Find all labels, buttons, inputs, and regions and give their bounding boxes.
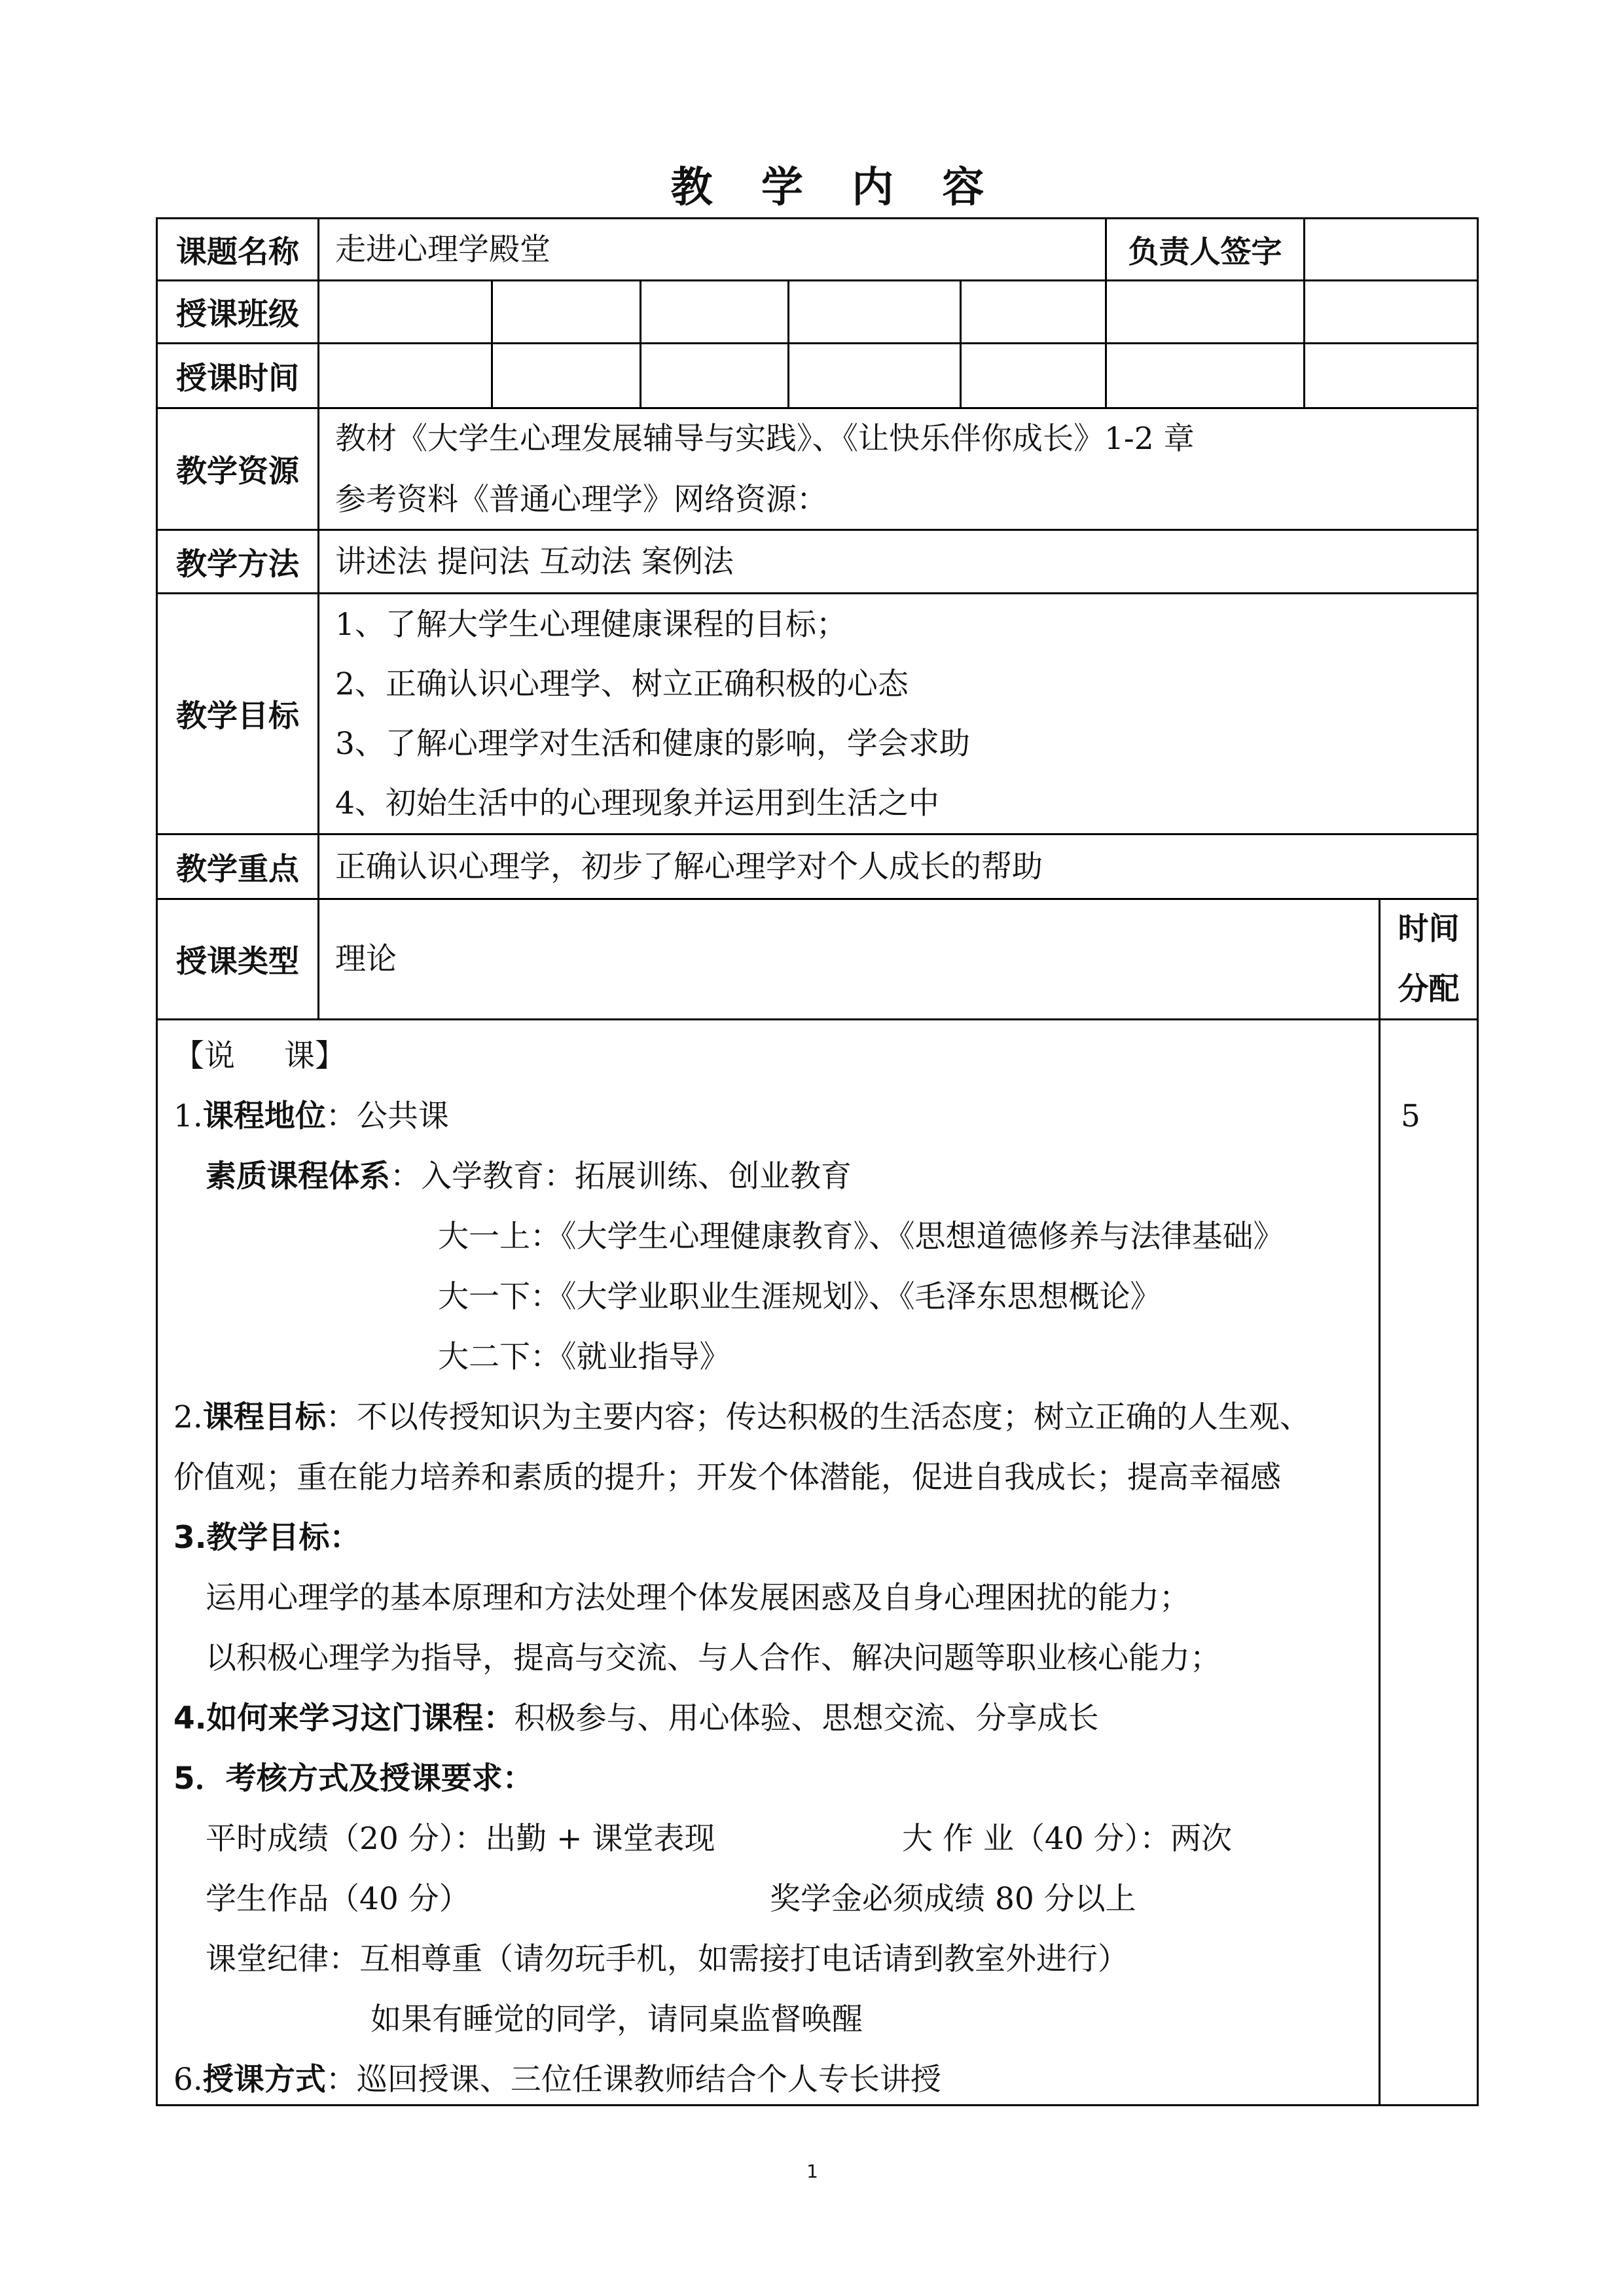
resources-line: 参考资料《普通心理学》网络资源： xyxy=(335,481,827,518)
classes-cell-2 xyxy=(491,279,641,344)
methods-label: 教学方法 xyxy=(156,529,319,594)
signature-label: 负责人签字 xyxy=(1105,217,1305,281)
times-cell-7 xyxy=(1303,342,1479,409)
how-to-learn-line xyxy=(173,1689,1379,1749)
teaching-goal-heading: 3.教学目标： xyxy=(173,1520,361,1556)
course-position-label: 课程地位 xyxy=(202,1098,326,1134)
topic-value: 走进心理学殿堂 xyxy=(335,231,550,268)
quality-system-line xyxy=(206,1147,1379,1207)
assessment-heading: 5．考核方式及授课要求： xyxy=(173,1761,533,1797)
key-points-cell xyxy=(317,833,1479,900)
times-cell-3 xyxy=(640,342,789,409)
classes-cell-6 xyxy=(1105,279,1305,344)
course-goal-continuation: 价值观；重在能力培养和素质的提升；开发个体潜能，促进自我成长；提高幸福感 xyxy=(173,1460,1281,1496)
system-item: 大一上：《大学生心理健康教育》、《思想道德修养与法律基础》 xyxy=(438,1219,1284,1255)
assessment-works: 学生作品（40 分） xyxy=(206,1881,470,1917)
assessment-regular: 平时成绩（20 分）：出勤 + 课堂表现 xyxy=(206,1821,715,1857)
classes-cell-3 xyxy=(640,279,789,344)
classes-cell-4 xyxy=(787,279,962,344)
delivery-label: 授课方式 xyxy=(202,2062,326,2098)
delivery-line xyxy=(173,2050,1379,2106)
lesson-type-value: 理论 xyxy=(335,941,397,977)
quality-system-text: ：入学教育：拓展训练、创业教育 xyxy=(390,1158,852,1194)
objective-item: 1、了解大学生心理健康课程的目标； xyxy=(335,606,847,643)
assessment-row-2 xyxy=(206,1869,1379,1929)
delivery-num: 6. xyxy=(173,2062,203,2098)
resources-line: 教材《大学生心理发展辅导与实践》、《让快乐伴你成长》1-2 章 xyxy=(335,420,1195,457)
resources-cell xyxy=(317,407,1479,531)
objective-item: 3、了解心理学对生活和健康的影响，学会求助 xyxy=(335,725,970,762)
topic-value-cell xyxy=(317,217,1107,281)
classes-cell-1 xyxy=(317,279,493,344)
how-to-learn-text: 积极参与、用心体验、思想交流、分享成长 xyxy=(514,1700,1099,1736)
time-allocation-header xyxy=(1379,898,1479,1020)
key-points-label: 教学重点 xyxy=(156,833,319,900)
course-position-text: ：公共课 xyxy=(325,1098,449,1134)
classes-cell-7 xyxy=(1303,279,1479,344)
page-title: 教 学 内 容 xyxy=(670,164,984,212)
assessment-discipline-cont: 如果有睡觉的同学，请同桌监督唤醒 xyxy=(370,2001,863,2037)
times-cell-1 xyxy=(317,342,493,409)
lesson-type-cell xyxy=(317,898,1380,1020)
quality-system-label: 素质课程体系 xyxy=(206,1158,390,1194)
assessment-scholarship: 奖学金必须成绩 80 分以上 xyxy=(770,1881,1136,1917)
time-allocation-label-line2: 分配 xyxy=(1398,971,1460,1007)
times-cell-2 xyxy=(491,342,641,409)
times-cell-5 xyxy=(960,342,1107,409)
lecture-heading: 【说 课】 xyxy=(173,1038,346,1074)
course-goal-label: 课程目标 xyxy=(202,1399,326,1435)
objectives-cell xyxy=(317,592,1479,835)
system-item: 大一下：《大学业职业生涯规划》、《毛泽东思想概论》 xyxy=(438,1279,1161,1315)
lesson-type-label: 授课类型 xyxy=(156,898,319,1020)
course-goal-num: 2. xyxy=(173,1399,203,1435)
signature-value-cell xyxy=(1303,217,1479,281)
classes-cell-5 xyxy=(960,279,1107,344)
assessment-discipline: 课堂纪律：互相尊重（请勿玩手机，如需接打电话请到教室外进行） xyxy=(206,1941,1128,1977)
objective-item: 2、正确认识心理学、树立正确积极的心态 xyxy=(335,666,909,702)
methods-cell xyxy=(317,529,1479,594)
time-allocation-cell xyxy=(1379,1018,1479,2106)
times-cell-6 xyxy=(1105,342,1305,409)
time-allocation-label-line1: 时间 xyxy=(1398,910,1460,947)
page-number: 1 xyxy=(806,2161,818,2182)
key-points-value: 正确认识心理学，初步了解心理学对个人成长的帮助 xyxy=(335,848,1043,885)
objectives-label: 教学目标 xyxy=(156,592,319,835)
topic-label: 课题名称 xyxy=(156,217,319,281)
system-item: 大二下：《就业指导》 xyxy=(438,1339,731,1375)
time-allocation-value: 5 xyxy=(1401,1098,1420,1134)
lecture-content-cell xyxy=(156,1018,1380,2106)
how-to-learn-label: 4.如何来学习这门课程： xyxy=(173,1700,514,1736)
resources-label: 教学资源 xyxy=(156,407,319,531)
methods-value: 讲述法 提问法 互动法 案例法 xyxy=(335,543,734,580)
course-goal-line xyxy=(173,1388,1379,1448)
classes-label: 授课班级 xyxy=(156,279,319,344)
times-cell-4 xyxy=(787,342,962,409)
times-label: 授课时间 xyxy=(156,342,319,409)
assessment-homework: 大 作 业（40 分）：两次 xyxy=(902,1821,1233,1857)
assessment-row-1 xyxy=(206,1809,1379,1869)
course-position-num: 1. xyxy=(173,1098,203,1134)
objective-item: 4、初始生活中的心理现象并运用到生活之中 xyxy=(335,785,939,821)
course-position-line xyxy=(173,1086,1379,1147)
teaching-goal-item: 以积极心理学为指导，提高与交流、与人合作、解决问题等职业核心能力； xyxy=(206,1640,1221,1676)
course-goal-text: ：不以传授知识为主要内容；传达积极的生活态度；树立正确的人生观、 xyxy=(325,1399,1310,1435)
teaching-goal-item: 运用心理学的基本原理和方法处理个体发展困惑及自身心理困扰的能力； xyxy=(206,1580,1190,1616)
delivery-text: ：巡回授课、三位任课教师结合个人专长讲授 xyxy=(325,2062,941,2098)
